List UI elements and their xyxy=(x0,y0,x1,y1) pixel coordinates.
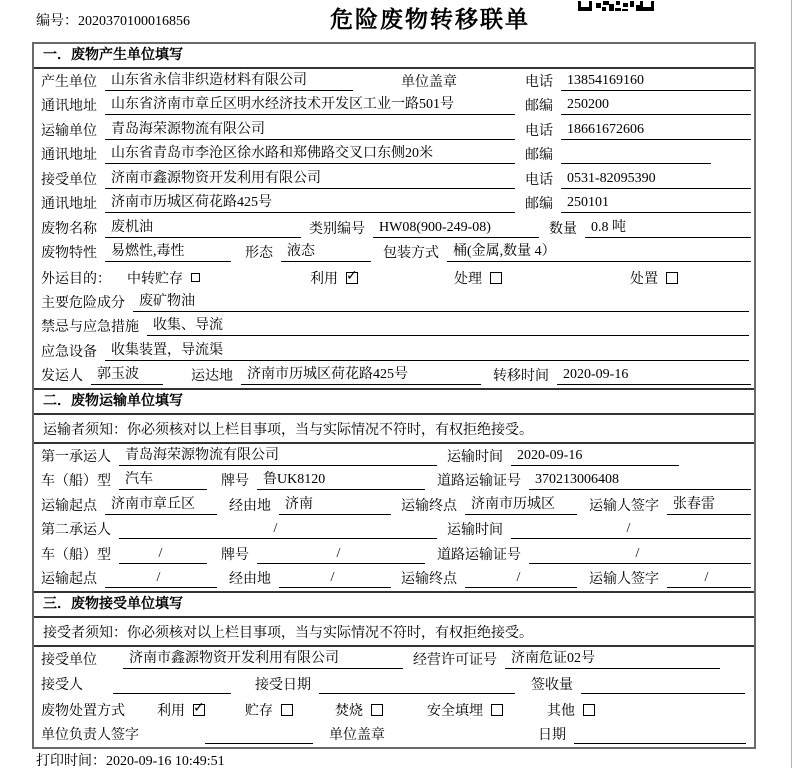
option-label: 中转贮存 xyxy=(127,271,183,287)
option-label: 利用 xyxy=(157,703,185,719)
option-treat xyxy=(454,268,502,288)
option-landfill xyxy=(427,700,503,720)
transporter-value: 青岛海荣源物流有限公司 xyxy=(105,118,515,140)
transporter-notice: 运输者须知：你必须核对以上栏目事项，当与实际情况不符时，有权拒绝接受。 xyxy=(34,415,754,444)
row-acceptor xyxy=(34,672,754,697)
row-producer xyxy=(34,69,754,94)
row-producer-address xyxy=(34,94,754,119)
row-transporter xyxy=(34,118,754,143)
producer-label: 产生单位 xyxy=(41,74,97,90)
option-label: 利用 xyxy=(310,271,338,287)
checkbox-icon xyxy=(491,704,503,716)
row-purpose xyxy=(34,265,754,290)
consignor-value: 郭玉波 xyxy=(91,363,163,385)
acceptor-label: 接受人 xyxy=(41,678,83,693)
road-permit-value: 370213006408 xyxy=(529,472,751,490)
zip-label: 邮编 xyxy=(525,148,553,163)
hazard-label: 主要危险成分 xyxy=(41,295,125,311)
waste-name-value: 废机油 xyxy=(105,216,301,238)
unit-seal-label: 单位盖章 xyxy=(401,74,457,90)
section-1-title: 一．废物产生单位填写 xyxy=(34,44,754,69)
plate-value: 鲁UK8120 xyxy=(257,468,425,490)
option-label: 安全填埋 xyxy=(427,703,483,719)
receiver-phone-value: 0531-82095390 xyxy=(561,171,751,189)
packing-value: 桶(金属,数量 4） xyxy=(447,240,751,262)
responsible-sign-label: 单位负责人签字 xyxy=(41,728,139,743)
checkbox-icon xyxy=(666,272,678,284)
endpoint-label: 运输终点 xyxy=(401,498,457,514)
print-time xyxy=(36,750,225,770)
checkbox-checked-icon xyxy=(193,704,205,716)
address-label: 通讯地址 xyxy=(41,99,97,114)
consignor-label: 发运人 xyxy=(41,369,83,384)
road-permit-label: 道路运输证号 xyxy=(437,474,521,489)
transport-time-value: 2020-09-16 xyxy=(511,448,679,466)
carrier-sign-label: 运输人签字 xyxy=(589,572,659,587)
option-utilize xyxy=(157,700,205,720)
vehicle-type-value: 汽车 xyxy=(119,468,207,490)
packing-label: 包装方式 xyxy=(383,246,439,261)
transfer-time-label: 转移时间 xyxy=(493,369,549,384)
license-value: 济南危证02号 xyxy=(505,647,720,669)
row-waste-name xyxy=(34,216,754,241)
road-permit-value: / xyxy=(529,546,751,564)
qr-code-icon xyxy=(578,0,654,18)
row-emergency-equipment xyxy=(34,339,754,364)
quantity-value: 0.8 吨 xyxy=(585,216,751,238)
receiver-zip-value: 250101 xyxy=(561,195,751,213)
row-dispatch xyxy=(34,364,754,389)
traits-label: 废物特性 xyxy=(41,246,97,261)
vehicle-type-label: 车（船）型 xyxy=(41,547,111,563)
zip-label: 邮编 xyxy=(525,197,553,212)
serial-label: 编号： xyxy=(36,14,78,29)
unit-seal-label: 单位盖章 xyxy=(329,728,385,743)
destination-label: 运达地 xyxy=(191,369,233,384)
origin-value: / xyxy=(105,570,217,588)
option-label: 其他 xyxy=(547,703,575,719)
section-2 xyxy=(34,388,754,591)
option-utilize xyxy=(310,268,358,288)
page-edge-divider xyxy=(791,0,792,768)
row-disposal-method xyxy=(34,697,754,722)
transporter-address-value: 山东省青岛市李沧区徐水路和郑佛路交叉口东侧20米 xyxy=(105,142,515,164)
option-label: 处理 xyxy=(454,271,482,287)
option-transfer-storage xyxy=(127,268,200,288)
accept-unit-value: 济南市鑫源物资开发利用有限公司 xyxy=(123,647,403,669)
via-value: 济南 xyxy=(279,493,391,515)
receiver-notice: 接受者须知：你必须核对以上栏目事项，当与实际情况不符时，有权拒绝接受。 xyxy=(34,618,754,647)
producer-phone-value: 13854169160 xyxy=(561,73,751,91)
serial-number xyxy=(36,10,190,30)
signed-quantity-label: 签收量 xyxy=(531,678,573,693)
carrier-sign-value: / xyxy=(667,570,751,588)
address-label: 通讯地址 xyxy=(41,148,97,163)
print-time-value: 2020-09-16 10:49:51 xyxy=(106,754,225,769)
option-store xyxy=(245,700,293,720)
transporter-zip-value xyxy=(561,147,711,164)
row-route-2 xyxy=(34,567,754,592)
option-label: 贮存 xyxy=(245,703,273,719)
category-value: HW08(900-249-08) xyxy=(373,220,539,238)
accept-date-value xyxy=(319,677,515,694)
purpose-label: 外运目的： xyxy=(41,271,111,287)
row-taboo-measures xyxy=(34,315,754,340)
row-waste-traits xyxy=(34,241,754,266)
producer-zip-value: 250200 xyxy=(561,97,751,115)
equipment-label: 应急设备 xyxy=(41,344,97,360)
carrier-sign-value: 张春雷 xyxy=(667,493,751,515)
via-label: 经由地 xyxy=(229,572,271,587)
row-receiver xyxy=(34,167,754,192)
hazard-value: 废矿物油 xyxy=(133,290,749,312)
carrier1-label: 第一承运人 xyxy=(41,449,111,465)
option-label: 处置 xyxy=(630,271,658,287)
vehicle-type-label: 车（船）型 xyxy=(41,474,111,489)
waste-name-label: 废物名称 xyxy=(41,221,97,237)
section-3-title: 三．废物接受单位填写 xyxy=(34,591,754,618)
road-permit-label: 道路运输证号 xyxy=(437,547,521,563)
row-transporter-address xyxy=(34,143,754,168)
phone-label: 电话 xyxy=(525,172,553,188)
accept-unit-label: 接受单位 xyxy=(41,653,97,668)
transporter-phone-value: 18661672606 xyxy=(561,122,751,140)
row-vehicle-1 xyxy=(34,469,754,494)
receiver-label: 接受单位 xyxy=(41,172,97,188)
row-route-1 xyxy=(34,493,754,518)
origin-value: 济南市章丘区 xyxy=(105,493,217,515)
accept-date-label: 接受日期 xyxy=(255,678,311,693)
taboo-label: 禁忌与应急措施 xyxy=(41,320,139,335)
via-value: / xyxy=(279,570,391,588)
producer-value: 山东省永信非织造材料有限公司 xyxy=(105,69,353,91)
taboo-value: 收集、导流 xyxy=(147,314,749,336)
page-title: 危险废物转移联单 xyxy=(330,7,530,33)
section-2-title: 二．废物运输单位填写 xyxy=(34,388,754,415)
form-table xyxy=(32,42,756,749)
transport-time-label: 运输时间 xyxy=(447,523,503,538)
phone-label: 电话 xyxy=(525,123,553,139)
row-carrier-1 xyxy=(34,444,754,469)
carrier2-label: 第二承运人 xyxy=(41,523,111,538)
date-value xyxy=(574,727,746,744)
row-carrier-2 xyxy=(34,518,754,543)
responsible-sign-value xyxy=(205,727,313,744)
endpoint-value: / xyxy=(465,570,577,588)
carrier1-value: 青岛海荣源物流有限公司 xyxy=(119,444,437,466)
carrier2-value: / xyxy=(119,521,437,539)
zip-label: 邮编 xyxy=(525,99,553,114)
option-label: 焚烧 xyxy=(335,703,363,719)
checkbox-checked-icon xyxy=(346,272,358,284)
disposal-label: 废物处置方式 xyxy=(41,703,125,719)
plate-label: 牌号 xyxy=(221,474,249,489)
form-value: 液态 xyxy=(281,240,371,262)
row-vehicle-2 xyxy=(34,542,754,567)
acceptor-value xyxy=(113,677,231,694)
row-receiver-address xyxy=(34,192,754,217)
serial-value: 2020370100016856 xyxy=(78,14,190,29)
option-other xyxy=(547,700,595,720)
receiver-address-value: 济南市历城区荷花路425号 xyxy=(105,191,515,213)
phone-label: 电话 xyxy=(525,74,553,90)
plate-label: 牌号 xyxy=(221,547,249,563)
row-responsible-sign xyxy=(34,722,754,747)
origin-label: 运输起点 xyxy=(41,572,97,587)
license-label: 经营许可证号 xyxy=(413,653,497,668)
section-1 xyxy=(34,44,754,388)
checkbox-icon xyxy=(490,272,502,284)
address-label: 通讯地址 xyxy=(41,197,97,212)
option-incinerate xyxy=(335,700,383,720)
section-3 xyxy=(34,591,754,747)
checkbox-icon xyxy=(371,704,383,716)
endpoint-label: 运输终点 xyxy=(401,572,457,587)
row-hazard-component xyxy=(34,290,754,315)
transport-time-label: 运输时间 xyxy=(447,449,503,465)
checkbox-icon xyxy=(191,273,200,282)
equipment-value: 收集装置，导流渠 xyxy=(105,339,749,361)
signed-quantity-value xyxy=(581,677,745,694)
checkbox-icon xyxy=(281,704,293,716)
via-label: 经由地 xyxy=(229,498,271,514)
print-time-label: 打印时间： xyxy=(36,754,106,769)
form-label: 形态 xyxy=(245,246,273,261)
row-accept-unit xyxy=(34,647,754,672)
quantity-label: 数量 xyxy=(549,221,577,237)
option-dispose xyxy=(630,268,678,288)
vehicle-type-value: / xyxy=(119,546,207,564)
producer-address-value: 山东省济南市章丘区明水经济技术开发区工业一路501号 xyxy=(105,93,515,115)
date-label: 日期 xyxy=(538,728,566,743)
transport-time-value: / xyxy=(511,521,751,539)
destination-value: 济南市历城区荷花路425号 xyxy=(241,363,481,385)
traits-value: 易燃性,毒性 xyxy=(105,240,231,262)
origin-label: 运输起点 xyxy=(41,498,97,514)
transfer-time-value: 2020-09-16 xyxy=(557,367,751,385)
checkbox-icon xyxy=(583,704,595,716)
plate-value: / xyxy=(257,546,425,564)
endpoint-value: 济南市历城区 xyxy=(465,493,577,515)
category-label: 类别编号 xyxy=(309,221,365,237)
transporter-label: 运输单位 xyxy=(41,123,97,139)
carrier-sign-label: 运输人签字 xyxy=(589,498,659,514)
receiver-value: 济南市鑫源物资开发利用有限公司 xyxy=(105,167,515,189)
